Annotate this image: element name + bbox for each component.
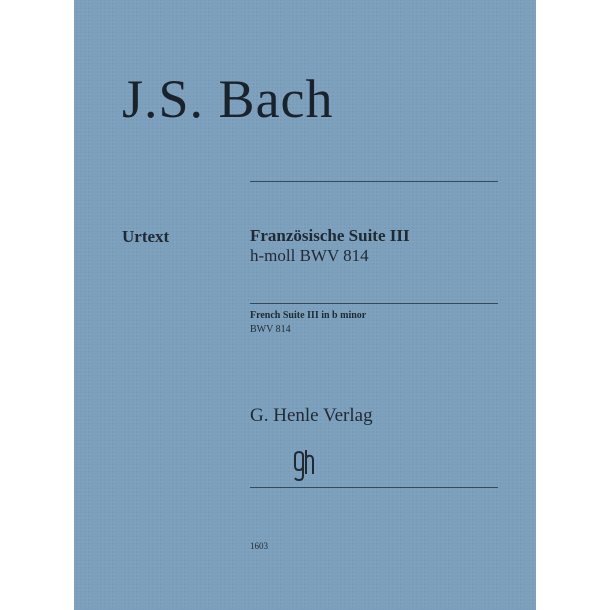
composer-name: J.S. Bach (122, 69, 334, 129)
english-title: French Suite III in b minor (250, 310, 367, 321)
divider-middle (250, 303, 498, 304)
edition-label: Urtext (122, 227, 170, 246)
work-subtitle: h-moll BWV 814 (250, 246, 369, 265)
divider-top (250, 181, 498, 182)
divider-bottom (250, 487, 498, 488)
henle-gh-logo-icon (293, 448, 315, 482)
catalog-number: 1603 (250, 541, 268, 551)
english-subtitle: BWV 814 (250, 324, 291, 335)
publisher-name: G. Henle Verlag (250, 405, 373, 426)
book-cover (74, 0, 536, 610)
work-title: Französische Suite III (250, 226, 410, 245)
